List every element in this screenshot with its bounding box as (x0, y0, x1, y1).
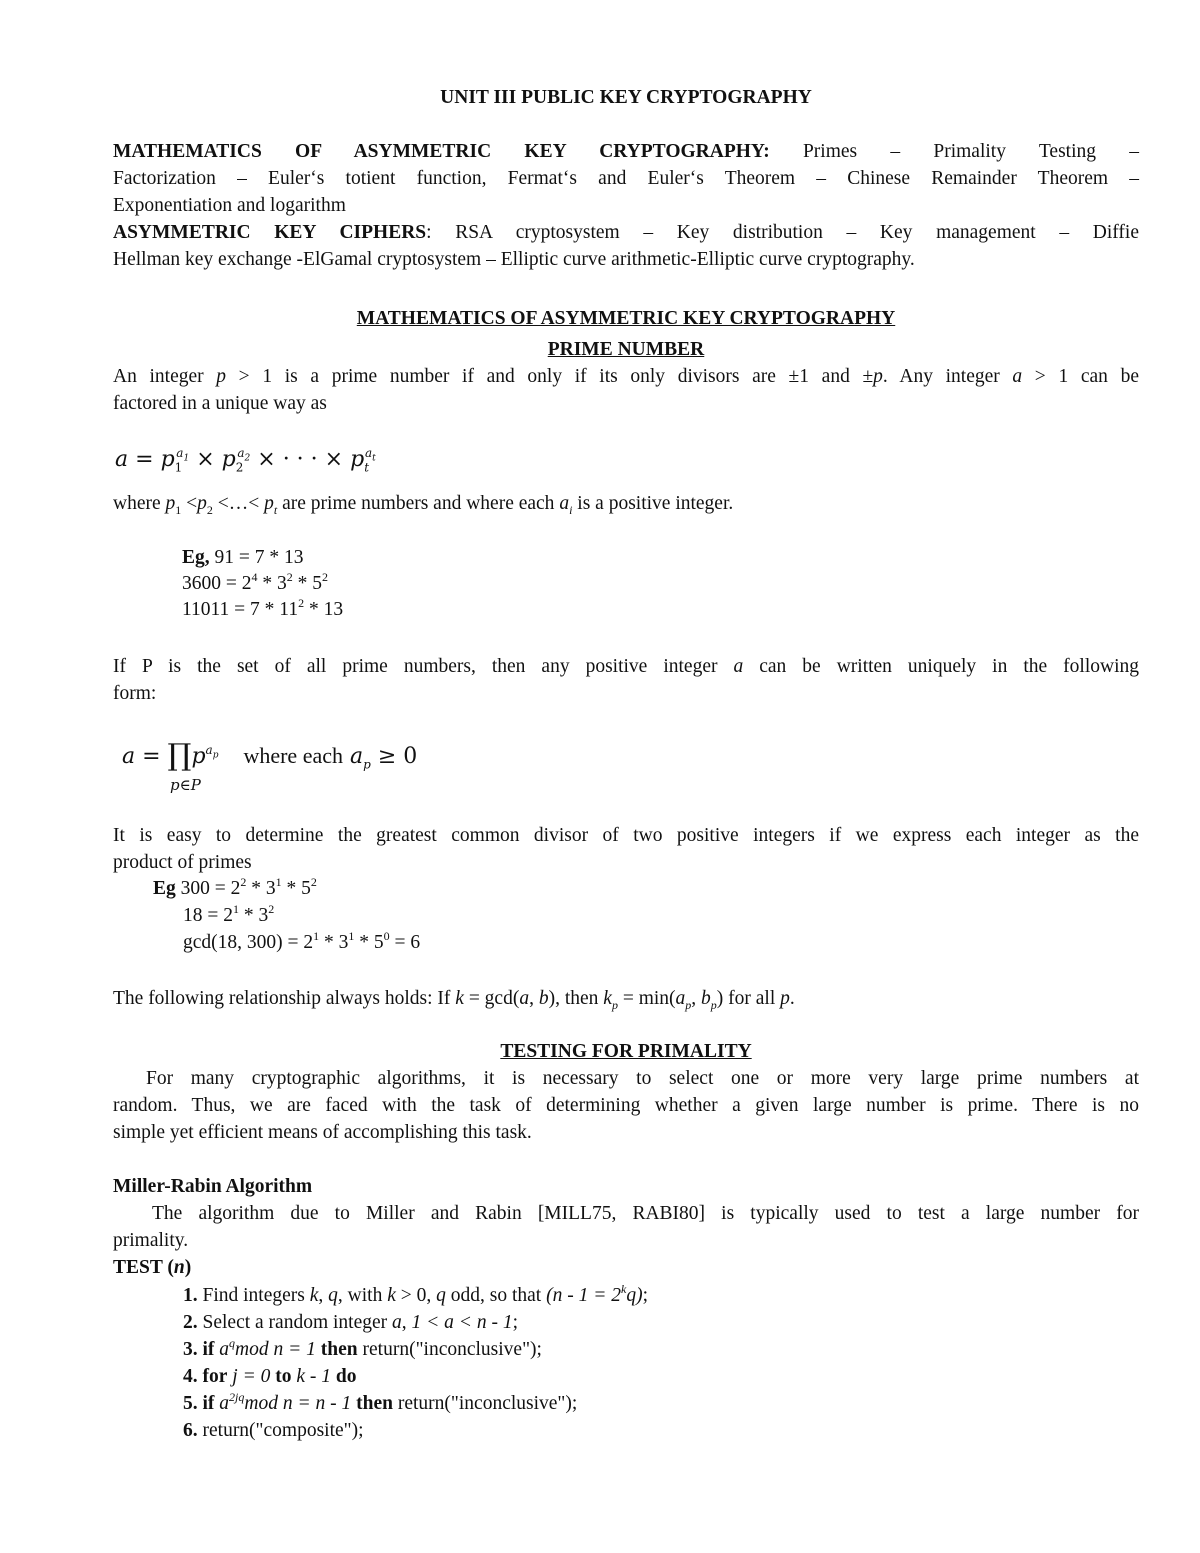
miller-rabin-heading: Miller-Rabin Algorithm (113, 1176, 313, 1197)
gcd-line1: It is easy to determine the greatest common divisor of two positive integers if we express each integer as the (113, 825, 1139, 846)
gcd-example-1: Eg $300 = 2^2 * 3^1 * 5^2$ (153, 874, 317, 899)
step-1: 1. Find integers k, q, with k > 0, q odd, so that $(n - 1 = 2^kq)$; (183, 1281, 648, 1306)
step-3: 3. if $a^qmod$ n = 1 then return("inconclusive"); (183, 1335, 542, 1360)
primality-para-line2: random. Thus, we are faced with the task of determining whether a given large number is prime. There is no (113, 1095, 1139, 1116)
page-title: UNIT III PUBLIC KEY CRYPTOGRAPHY (440, 87, 812, 108)
step-2: 2. Select a random integer a, 1 < a < n - 1; (183, 1312, 518, 1333)
example-1: Eg, 91 = 7 * 13 (182, 547, 304, 568)
where-line: where $p_1 <p_2$ <…< $p_t$ are prime numbers and where each $a_i$ is a positive integer. (113, 493, 734, 517)
syllabus-math-line3: Exponentiation and logarithm (113, 195, 346, 216)
relation-line: The following relationship always holds: If k = gcd(a, b), then $k_p = \min(a_p$, $b_p$) for all p. (113, 988, 795, 1012)
product-formula: $a = \prod p^{a_p}$ where each $a_p \ge 0$ p∈P (122, 738, 418, 794)
miller-rabin-line1: The algorithm due to Miller and Rabin [MILL75, RABI80] is typically used to test a large number for (152, 1203, 1139, 1224)
primality-heading: TESTING FOR PRIMALITY (500, 1041, 752, 1062)
prime-definition-line1: An integer p > 1 is a prime number if and only if its only divisors are ±1 and ±p. Any integer a > 1 can be (113, 366, 1139, 387)
prime-heading: PRIME NUMBER (547, 339, 705, 360)
set-line1: If P is the set of all prime numbers, then any positive integer a can be written uniquely in the following (113, 656, 1139, 677)
miller-rabin-line2: primality. (113, 1230, 189, 1251)
example-2: $3600 = 2^4 * 3^2 * 5^2$ (182, 569, 328, 594)
prime-definition-line2: factored in a unique way as (113, 393, 327, 414)
factorization-formula: $a = p_1^{a_1} \times p_2^{a_2}$ × · · · × $p_t^{a_t}$ (115, 445, 376, 475)
section-heading: MATHEMATICS OF ASYMMETRIC KEY CRYPTOGRAPHY (356, 308, 896, 329)
syllabus-math-line2: Factorization – Euler‘s totient function, Fermat‘s and Euler‘s Theorem – Chinese Remainder Theorem – (113, 168, 1139, 189)
gcd-example-2: $18 = 2^1 * 3^2$ (183, 901, 275, 926)
syllabus-ciphers-line1: ASYMMETRIC KEY CIPHERS: RSA cryptosystem – Key distribution – Key management – Diffie (113, 222, 1139, 243)
gcd-line2: product of primes (113, 852, 252, 873)
step-5: 5. if $a^{2jq}mod$ n = n - 1 then return("inconclusive"); (183, 1389, 578, 1414)
syllabus-math-line1: MATHEMATICS OF ASYMMETRIC KEY CRYPTOGRAPHY: Primes – Primality Testing – (113, 141, 1139, 162)
primality-para-line1: For many cryptographic algorithms, it is necessary to select one or more very large prime numbers at (146, 1068, 1139, 1089)
step-4: 4. for j = 0 to k - 1 do (183, 1366, 357, 1387)
test-label: TEST (n) (113, 1257, 192, 1278)
gcd-example-3: gcd(18, $300) = 2^1 * 3^1 * 5^0 = 6$ (183, 928, 421, 953)
syllabus-ciphers-line2: Hellman key exchange -ElGamal cryptosystem – Elliptic curve arithmetic-Elliptic curve cryptography. (113, 249, 915, 270)
step-6: 6. return("composite"); (183, 1420, 364, 1441)
primality-para-line3: simple yet efficient means of accomplishing this task. (113, 1122, 532, 1143)
example-3: $11011 = 7 * 11^2 * 13$ (182, 595, 344, 620)
set-line2: form: (113, 683, 157, 704)
